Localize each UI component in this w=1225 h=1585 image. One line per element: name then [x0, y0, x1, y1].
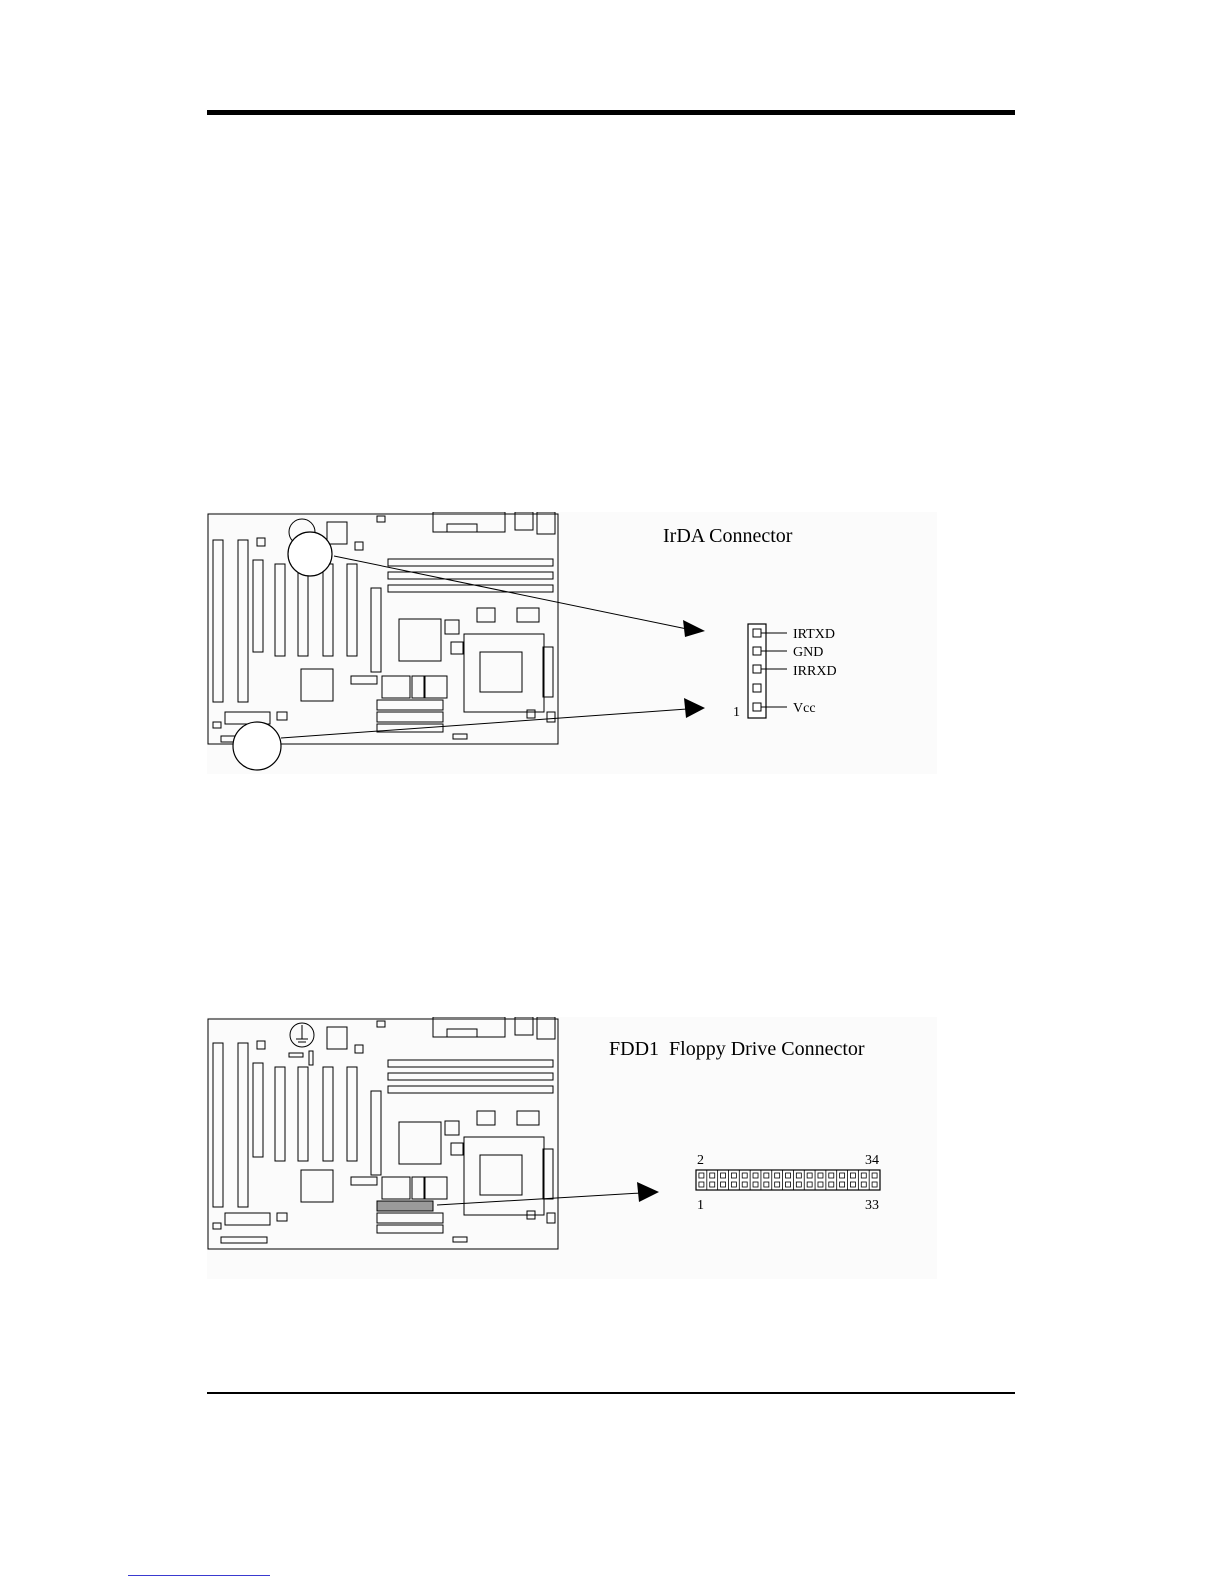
pin-label-irrxd: IRRXD [793, 664, 837, 679]
fdd-diagram [207, 1017, 937, 1279]
callout-circle-bottom [233, 722, 281, 770]
irda-figure [207, 512, 937, 774]
fdd-figure [207, 1017, 937, 1279]
corner-label-top-left: 2 [697, 1153, 704, 1168]
irda-diagram [207, 512, 937, 774]
footer-rule [207, 1392, 1015, 1394]
footer-link-underline [128, 1575, 270, 1576]
header-rule [207, 110, 1015, 115]
corner-label-bottom-right: 33 [865, 1198, 879, 1213]
corner-label-top-right: 34 [865, 1153, 879, 1168]
pin-label-irtxd: IRTXD [793, 627, 835, 642]
fdd-location-highlight [377, 1201, 433, 1211]
pin-label-vcc: Vcc [793, 701, 816, 716]
callout-circle-top [288, 532, 332, 576]
irda-title: IrDA Connector [663, 525, 793, 547]
fdd-header [696, 1170, 880, 1190]
pin-label-gnd: GND [793, 645, 824, 660]
fdd-title: FDD1 Floppy Drive Connector [609, 1038, 865, 1060]
corner-label-bottom-left: 1 [697, 1198, 704, 1213]
pin1-label: 1 [733, 705, 740, 720]
